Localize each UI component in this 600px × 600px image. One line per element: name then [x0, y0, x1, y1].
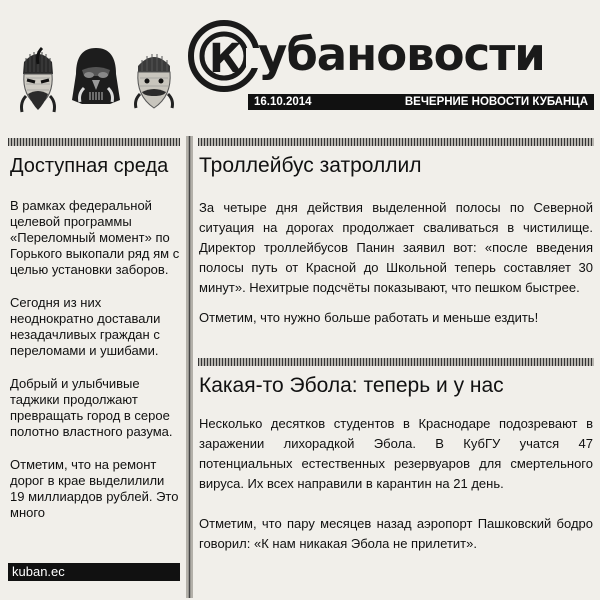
logo-text: убановости [258, 28, 545, 81]
cossack-face-icon [12, 44, 64, 118]
tagline: ВЕЧЕРНИЕ НОВОСТИ КУБАНЦА [404, 96, 588, 108]
hatched-rule [8, 138, 180, 146]
article-ebola [199, 372, 593, 574]
article-trolleybus [199, 152, 593, 338]
article-title: Какая-то Эбола: теперь и у нас [199, 374, 504, 397]
logo-letter: К [209, 36, 242, 82]
article-title: Троллейбус затроллил [199, 154, 422, 177]
article-paragraph: Несколько десятков студентов в Краснодаре подозревают в заражении лихорадкой Эбола. В КубГУ учатся 47 потенциальных естественных резервуаров для смертельного вируса. Их всех направили в карантин на 21 день. [199, 416, 593, 491]
hatched-rule [198, 138, 594, 146]
column-divider [186, 136, 193, 598]
source-link[interactable]: kuban.ec [8, 563, 180, 581]
cossack-face-icon [128, 44, 180, 118]
hatched-rule [198, 358, 594, 366]
article-paragraph: Отметим, что нужно больше работать и меньше ездить! [199, 310, 539, 325]
sidebar-paragraph: Сегодня из них неоднократно доставали незадачливых граждан с переломами и ушибами. [10, 295, 161, 358]
sidebar-column [10, 152, 182, 538]
sidebar-paragraph: Отметим, что на ремонт дорог в крае выделилили 19 миллиардов рублей. Это много [10, 457, 179, 520]
article-paragraph: Отметим, что пару месяцев назад аэропорт Пашковский бодро говорил: «К нам никакая Эбола не прилетит». [199, 516, 593, 551]
article-body [199, 414, 593, 554]
masthead-logo [186, 18, 596, 92]
sidebar-title: Доступная среда [10, 155, 169, 177]
sidebar-paragraph: Добрый и улыбчивые таджики продолжают превращать город в серое полотно властного разума. [10, 376, 173, 439]
issue-date: 16.10.2014 [254, 96, 312, 108]
article-body [199, 198, 593, 328]
faces-illustration [8, 44, 184, 120]
article-paragraph: За четыре дня действия выделенной полосы по Северной ситуация на дорогах продолжает сваливаться в чистилище. Директор троллейбусов Панин заявил вот: «после введения полосы путь от Красной до Школьной теперь составляет 30 минут». Нехитрые подсчёты показывают, что пешком быстрее. [199, 200, 593, 295]
darth-vader-cossack-icon [70, 44, 122, 118]
sidebar-body [10, 198, 182, 521]
dateline-bar [248, 94, 594, 110]
sidebar-paragraph: В рамках федеральной целевой программы «Переломный момент» по Горького выкопали ряд ям с целью установки заборов. [10, 198, 180, 277]
logo-at-sign-icon [186, 18, 262, 98]
